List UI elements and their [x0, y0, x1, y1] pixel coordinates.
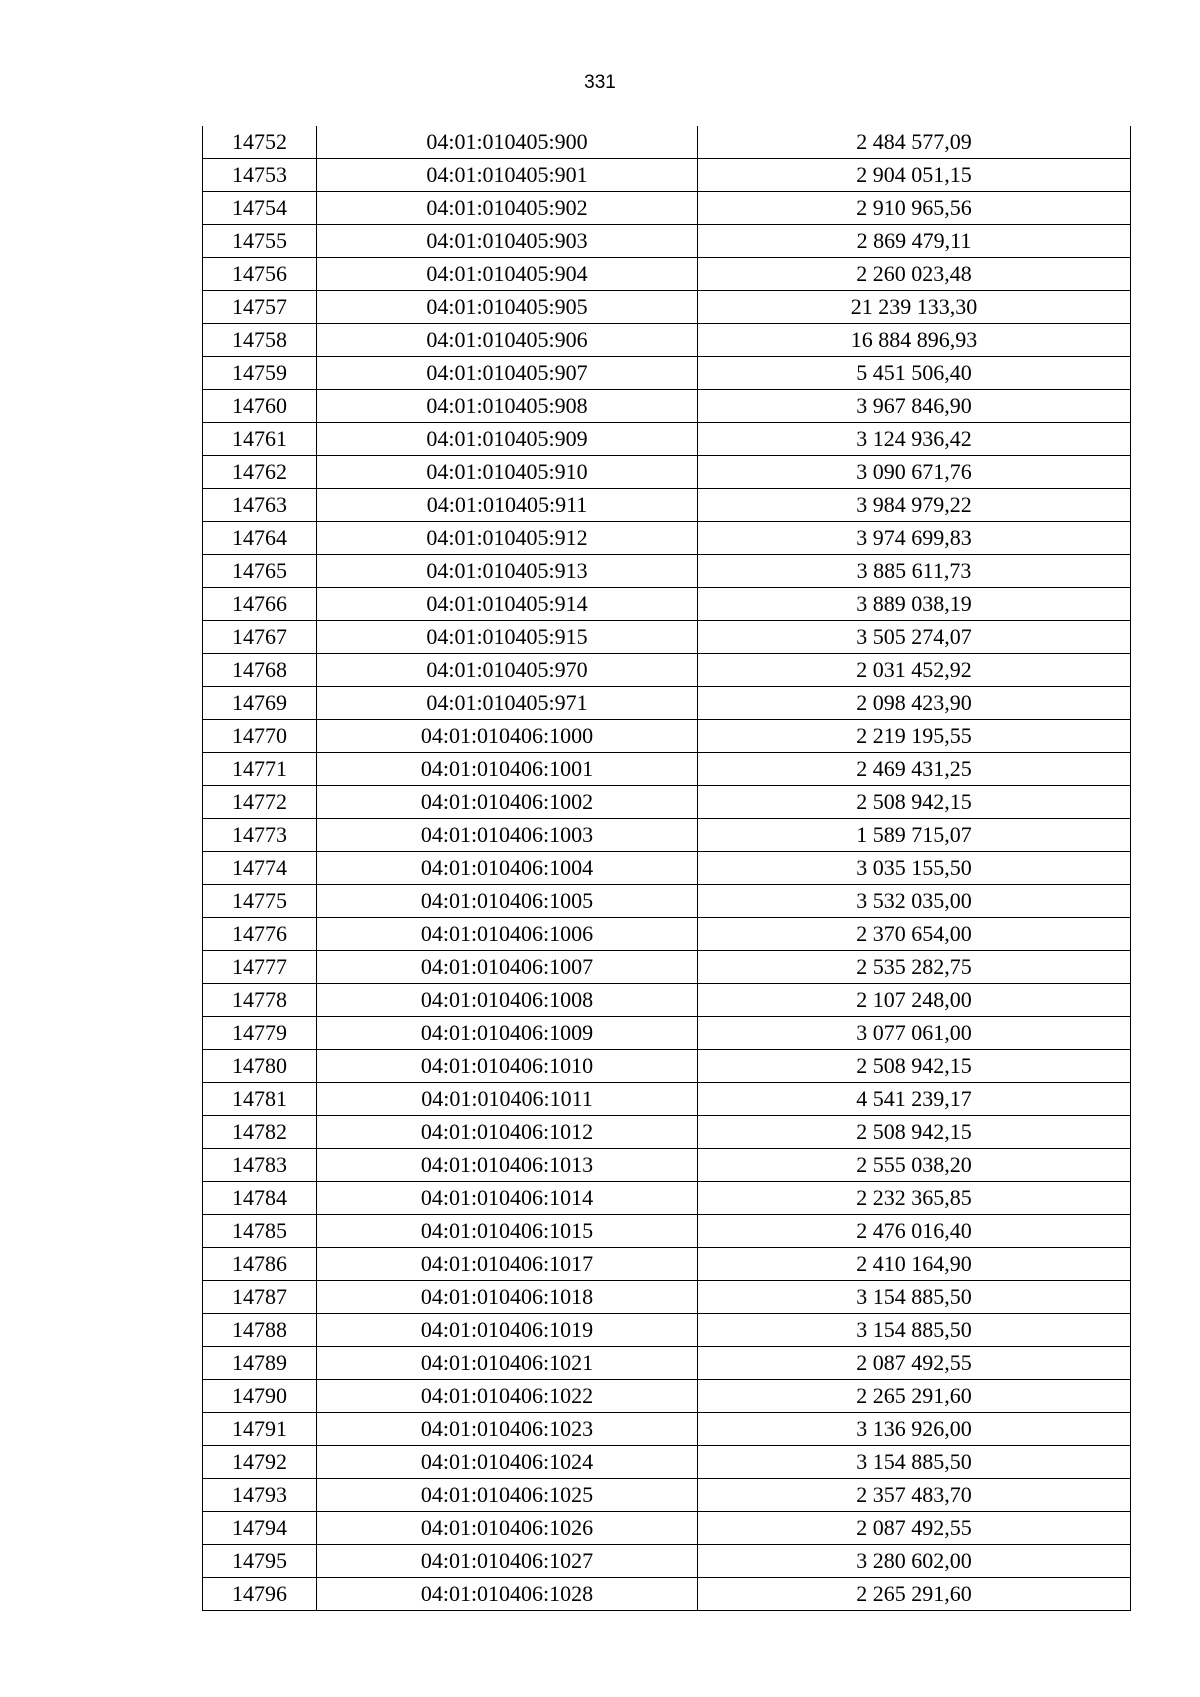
table-row: [203, 1314, 1131, 1347]
cadastral-value-cell: 2 469 431,25: [698, 753, 1131, 786]
cadastral-number-cell: 04:01:010406:1000: [317, 720, 698, 753]
row-number-cell: 14770: [203, 720, 317, 753]
cadastral-number-cell: 04:01:010406:1006: [317, 918, 698, 951]
cadastral-number-cell: 04:01:010406:1027: [317, 1545, 698, 1578]
cadastral-value-cell: 2 476 016,40: [698, 1215, 1131, 1248]
table-row: [203, 1050, 1131, 1083]
table-row: [203, 1281, 1131, 1314]
row-number-cell: 14772: [203, 786, 317, 819]
cadastral-value-cell: 3 532 035,00: [698, 885, 1131, 918]
row-number-cell: 14787: [203, 1281, 317, 1314]
cadastral-number-cell: 04:01:010406:1014: [317, 1182, 698, 1215]
cadastral-value-cell: 2 265 291,60: [698, 1380, 1131, 1413]
table-row: [203, 1347, 1131, 1380]
cadastral-value-cell: 2 910 965,56: [698, 192, 1131, 225]
row-number-cell: 14782: [203, 1116, 317, 1149]
cadastral-value-cell: 2 370 654,00: [698, 918, 1131, 951]
row-number-cell: 14758: [203, 324, 317, 357]
cadastral-number-cell: 04:01:010405:905: [317, 291, 698, 324]
cadastral-number-cell: 04:01:010406:1013: [317, 1149, 698, 1182]
table-row: [203, 1446, 1131, 1479]
cadastral-number-cell: 04:01:010406:1007: [317, 951, 698, 984]
cadastral-value-cell: 3 154 885,50: [698, 1281, 1131, 1314]
table-row: [203, 489, 1131, 522]
cadastral-number-cell: 04:01:010406:1026: [317, 1512, 698, 1545]
table-row: [203, 720, 1131, 753]
row-number-cell: 14753: [203, 159, 317, 192]
row-number-cell: 14756: [203, 258, 317, 291]
table-row: [203, 1578, 1131, 1611]
cadastral-value-cell: 3 077 061,00: [698, 1017, 1131, 1050]
cadastral-number-cell: 04:01:010405:906: [317, 324, 698, 357]
cadastral-number-cell: 04:01:010405:913: [317, 555, 698, 588]
table-body: [203, 126, 1131, 1611]
cadastral-number-cell: 04:01:010406:1024: [317, 1446, 698, 1479]
cadastral-value-cell: 3 967 846,90: [698, 390, 1131, 423]
table-row: [203, 1215, 1131, 1248]
cadastral-value-cell: 2 484 577,09: [698, 126, 1131, 159]
cadastral-value-cell: 3 505 274,07: [698, 621, 1131, 654]
row-number-cell: 14788: [203, 1314, 317, 1347]
table-row: [203, 786, 1131, 819]
cadastral-number-cell: 04:01:010405:914: [317, 588, 698, 621]
cadastral-number-cell: 04:01:010405:902: [317, 192, 698, 225]
table-row: [203, 159, 1131, 192]
table-row: [203, 654, 1131, 687]
cadastral-value-cell: 2 098 423,90: [698, 687, 1131, 720]
row-number-cell: 14769: [203, 687, 317, 720]
table-row: [203, 588, 1131, 621]
row-number-cell: 14755: [203, 225, 317, 258]
cadastral-number-cell: 04:01:010405:915: [317, 621, 698, 654]
row-number-cell: 14775: [203, 885, 317, 918]
row-number-cell: 14773: [203, 819, 317, 852]
cadastral-value-cell: 3 124 936,42: [698, 423, 1131, 456]
table-row: [203, 456, 1131, 489]
row-number-cell: 14776: [203, 918, 317, 951]
cadastral-value-cell: 3 154 885,50: [698, 1314, 1131, 1347]
row-number-cell: 14796: [203, 1578, 317, 1611]
table-row: [203, 1017, 1131, 1050]
row-number-cell: 14784: [203, 1182, 317, 1215]
table-row: [203, 324, 1131, 357]
row-number-cell: 14759: [203, 357, 317, 390]
cadastral-value-cell: 2 219 195,55: [698, 720, 1131, 753]
table-row: [203, 1116, 1131, 1149]
cadastral-value-cell: 3 090 671,76: [698, 456, 1131, 489]
cadastral-value-cell: 2 869 479,11: [698, 225, 1131, 258]
table-row: [203, 984, 1131, 1017]
table-row: [203, 1512, 1131, 1545]
cadastral-number-cell: 04:01:010405:907: [317, 357, 698, 390]
row-number-cell: 14778: [203, 984, 317, 1017]
row-number-cell: 14771: [203, 753, 317, 786]
table-row: [203, 291, 1131, 324]
cadastral-value-cell: 2 087 492,55: [698, 1512, 1131, 1545]
table-row: [203, 1380, 1131, 1413]
row-number-cell: 14777: [203, 951, 317, 984]
cadastral-number-cell: 04:01:010406:1028: [317, 1578, 698, 1611]
table-row: [203, 753, 1131, 786]
table-row: [203, 126, 1131, 159]
cadastral-value-cell: 5 451 506,40: [698, 357, 1131, 390]
cadastral-number-cell: 04:01:010405:903: [317, 225, 698, 258]
row-number-cell: 14794: [203, 1512, 317, 1545]
cadastral-value-cell: 3 154 885,50: [698, 1446, 1131, 1479]
table-row: [203, 258, 1131, 291]
cadastral-value-cell: 2 508 942,15: [698, 786, 1131, 819]
cadastral-value-cell: 16 884 896,93: [698, 324, 1131, 357]
cadastral-number-cell: 04:01:010406:1015: [317, 1215, 698, 1248]
row-number-cell: 14783: [203, 1149, 317, 1182]
cadastral-value-cell: 3 885 611,73: [698, 555, 1131, 588]
cadastral-value-cell: 3 280 602,00: [698, 1545, 1131, 1578]
table-row: [203, 621, 1131, 654]
cadastral-number-cell: 04:01:010406:1001: [317, 753, 698, 786]
cadastral-number-cell: 04:01:010405:970: [317, 654, 698, 687]
row-number-cell: 14757: [203, 291, 317, 324]
row-number-cell: 14791: [203, 1413, 317, 1446]
row-number-cell: 14761: [203, 423, 317, 456]
row-number-cell: 14762: [203, 456, 317, 489]
row-number-cell: 14792: [203, 1446, 317, 1479]
cadastral-number-cell: 04:01:010405:904: [317, 258, 698, 291]
cadastral-number-cell: 04:01:010406:1012: [317, 1116, 698, 1149]
table-row: [203, 390, 1131, 423]
row-number-cell: 14793: [203, 1479, 317, 1512]
table-row: [203, 918, 1131, 951]
row-number-cell: 14786: [203, 1248, 317, 1281]
cadastral-number-cell: 04:01:010406:1022: [317, 1380, 698, 1413]
cadastral-number-cell: 04:01:010405:908: [317, 390, 698, 423]
row-number-cell: 14795: [203, 1545, 317, 1578]
row-number-cell: 14785: [203, 1215, 317, 1248]
row-number-cell: 14764: [203, 522, 317, 555]
cadastral-value-cell: 3 889 038,19: [698, 588, 1131, 621]
cadastral-value-cell: 3 136 926,00: [698, 1413, 1131, 1446]
cadastral-value-cell: 2 410 164,90: [698, 1248, 1131, 1281]
row-number-cell: 14760: [203, 390, 317, 423]
table-row: [203, 192, 1131, 225]
cadastral-number-cell: 04:01:010406:1008: [317, 984, 698, 1017]
cadastral-number-cell: 04:01:010405:911: [317, 489, 698, 522]
row-number-cell: 14763: [203, 489, 317, 522]
cadastral-value-cell: 21 239 133,30: [698, 291, 1131, 324]
cadastral-value-cell: 1 589 715,07: [698, 819, 1131, 852]
cadastral-value-cell: 2 508 942,15: [698, 1050, 1131, 1083]
cadastral-number-cell: 04:01:010406:1019: [317, 1314, 698, 1347]
cadastral-number-cell: 04:01:010406:1004: [317, 852, 698, 885]
table-row: [203, 357, 1131, 390]
cadastral-number-cell: 04:01:010406:1025: [317, 1479, 698, 1512]
cadastral-value-cell: 2 555 038,20: [698, 1149, 1131, 1182]
table-row: [203, 1083, 1131, 1116]
table-row: [203, 951, 1131, 984]
cadastral-number-cell: 04:01:010406:1003: [317, 819, 698, 852]
cadastral-value-cell: 2 508 942,15: [698, 1116, 1131, 1149]
table-row: [203, 555, 1131, 588]
cadastral-number-cell: 04:01:010405:912: [317, 522, 698, 555]
table-row: [203, 522, 1131, 555]
cadastral-number-cell: 04:01:010406:1005: [317, 885, 698, 918]
row-number-cell: 14767: [203, 621, 317, 654]
row-number-cell: 14766: [203, 588, 317, 621]
row-number-cell: 14765: [203, 555, 317, 588]
table-row: [203, 885, 1131, 918]
table-row: [203, 1479, 1131, 1512]
page-number: 331: [584, 72, 616, 93]
cadastral-value-cell: 3 984 979,22: [698, 489, 1131, 522]
table-row: [203, 1413, 1131, 1446]
cadastral-value-cell: 2 535 282,75: [698, 951, 1131, 984]
cadastral-number-cell: 04:01:010405:900: [317, 126, 698, 159]
cadastral-number-cell: 04:01:010406:1021: [317, 1347, 698, 1380]
cadastral-value-cell: 2 357 483,70: [698, 1479, 1131, 1512]
row-number-cell: 14780: [203, 1050, 317, 1083]
cadastral-number-cell: 04:01:010406:1009: [317, 1017, 698, 1050]
cadastral-value-cell: 4 541 239,17: [698, 1083, 1131, 1116]
cadastral-value-cell: 2 904 051,15: [698, 159, 1131, 192]
cadastral-value-cell: 2 265 291,60: [698, 1578, 1131, 1611]
cadastral-number-cell: 04:01:010405:909: [317, 423, 698, 456]
row-number-cell: 14752: [203, 126, 317, 159]
row-number-cell: 14779: [203, 1017, 317, 1050]
table-row: [203, 1182, 1131, 1215]
row-number-cell: 14781: [203, 1083, 317, 1116]
row-number-cell: 14790: [203, 1380, 317, 1413]
cadastral-value-cell: 2 031 452,92: [698, 654, 1131, 687]
cadastral-value-cell: 2 087 492,55: [698, 1347, 1131, 1380]
table-row: [203, 819, 1131, 852]
cadastral-number-cell: 04:01:010406:1018: [317, 1281, 698, 1314]
cadastral-number-cell: 04:01:010406:1017: [317, 1248, 698, 1281]
cadastral-number-cell: 04:01:010406:1011: [317, 1083, 698, 1116]
cadastral-number-cell: 04:01:010406:1023: [317, 1413, 698, 1446]
cadastral-number-cell: 04:01:010406:1010: [317, 1050, 698, 1083]
table-row: [203, 1248, 1131, 1281]
cadastral-value-cell: 3 974 699,83: [698, 522, 1131, 555]
cadastral-value-table: [202, 126, 1131, 1611]
row-number-cell: 14789: [203, 1347, 317, 1380]
cadastral-number-cell: 04:01:010406:1002: [317, 786, 698, 819]
cadastral-number-cell: 04:01:010405:910: [317, 456, 698, 489]
cadastral-value-cell: 3 035 155,50: [698, 852, 1131, 885]
table-row: [203, 1545, 1131, 1578]
row-number-cell: 14754: [203, 192, 317, 225]
row-number-cell: 14774: [203, 852, 317, 885]
row-number-cell: 14768: [203, 654, 317, 687]
cadastral-number-cell: 04:01:010405:901: [317, 159, 698, 192]
cadastral-number-cell: 04:01:010405:971: [317, 687, 698, 720]
cadastral-value-cell: 2 232 365,85: [698, 1182, 1131, 1215]
table-row: [203, 852, 1131, 885]
cadastral-value-cell: 2 260 023,48: [698, 258, 1131, 291]
table-row: [203, 687, 1131, 720]
cadastral-value-cell: 2 107 248,00: [698, 984, 1131, 1017]
table-row: [203, 1149, 1131, 1182]
table-row: [203, 423, 1131, 456]
table-row: [203, 225, 1131, 258]
